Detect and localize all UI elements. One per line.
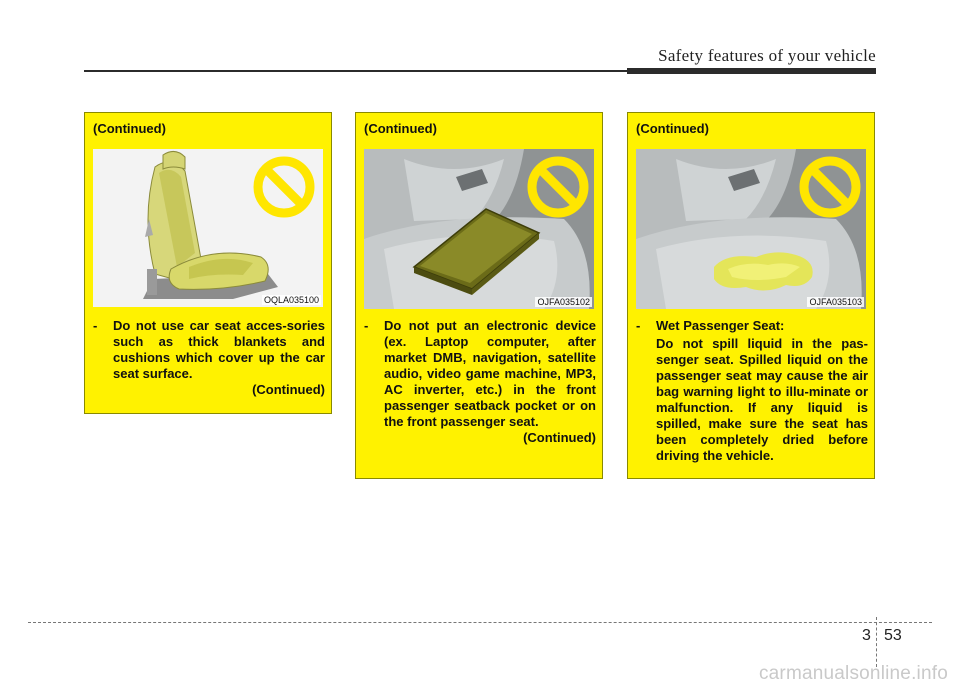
wet-seat-illustration [636,149,866,309]
panel-wet-seat [627,112,875,479]
panel-body [93,318,325,398]
panel-body [636,318,868,464]
list-dash: - [364,318,369,333]
list-dash: - [93,318,98,333]
figure-code: OJFA035103 [809,297,862,307]
list-dash: - [636,318,641,333]
list-item-text: Do not put an electronic device (ex. Laptop computer, after market DMB, navigation, satellite audio, video game machine, MP3, AC inverter, etc.) in the front passenger seatback pocket or on the front passenger seat. [384,318,596,429]
list-item [636,318,868,334]
seat-illustration [93,149,323,307]
continued-label: (Continued) [523,430,596,445]
header-title: Safety features of your vehicle [658,46,876,65]
figure-code: OJFA035102 [537,297,590,307]
list-item-text: Wet Passenger Seat: [656,318,785,333]
list-item [364,318,596,430]
panel-electronic-device [355,112,603,479]
footer-rule [28,622,932,623]
panel-heading: (Continued) [636,121,709,136]
panel-heading: (Continued) [93,121,166,136]
page-number: 53 [884,627,902,644]
list-item [93,318,325,382]
watermark: carmanualsonline.info [758,663,948,684]
list-item-text: Do not use car seat acces-sories such as thick blankets and cushions which cover up the car seat surface. [113,318,325,381]
panel-seat-accessories [84,112,332,414]
header-rule-accent [627,68,876,74]
panel-heading: (Continued) [364,121,437,136]
continued-label: (Continued) [252,382,325,397]
seat-laptop-illustration [364,149,594,309]
chapter-number: 3 [862,627,871,644]
page-divider [876,617,877,667]
sub-paragraph: Do not spill liquid in the pas-senger seat. Spilled liquid on the passenger seat may cause the air bag warning light to illu-minate or malfunction. If any liquid is spilled, make sure the seat has been completely dried before driving the vehicle. [656,336,868,463]
figure-code: OQLA035100 [263,295,319,305]
panel-body [364,318,596,446]
